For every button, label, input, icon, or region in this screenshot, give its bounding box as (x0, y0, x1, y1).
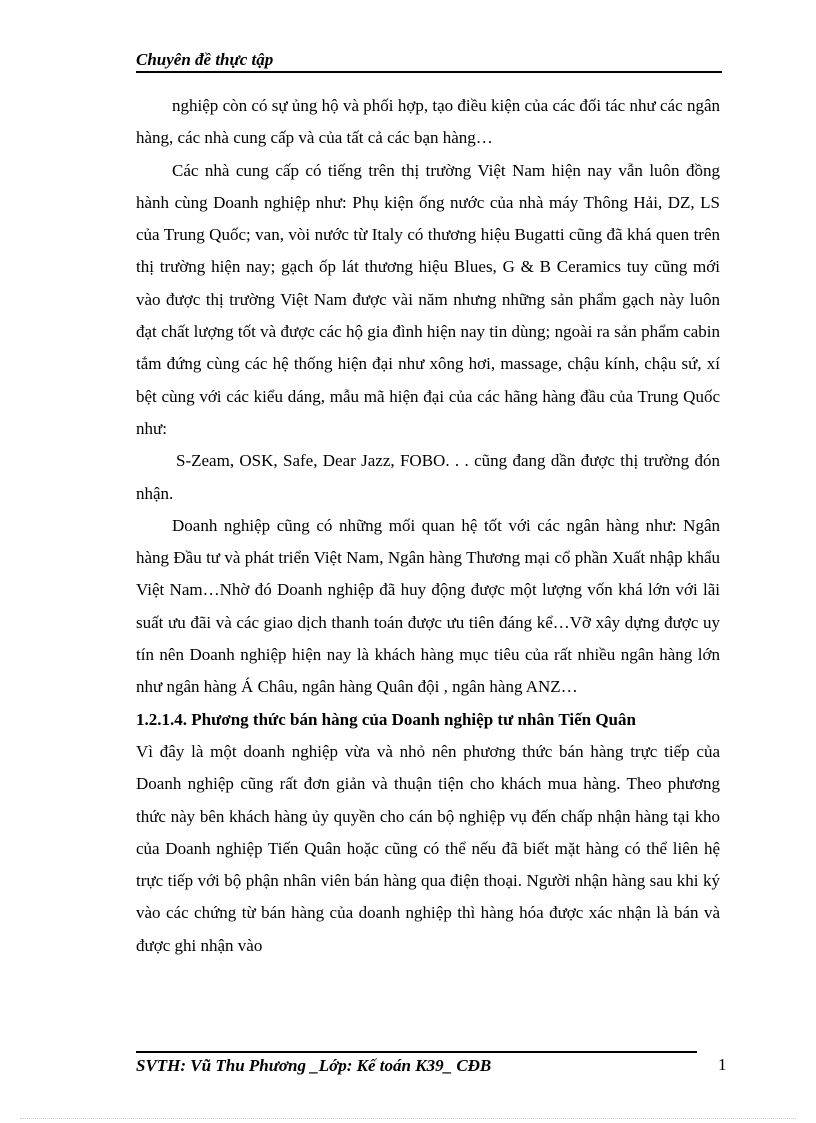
paragraph-2: Các nhà cung cấp có tiếng trên thị trường Việt Nam hiện nay vẫn luôn đồng hành cùng Doanh nghiệp như: Phụ kiện ống nước của nhà máy Thông Hải, DZ, LS của Trung Quốc; van, vòi nước từ Italy có thương hiệu Bugatti cũng đã khá quen trên thị trường hiện nay; gạch ốp lát thương hiệu Blues, G & B Ceramics tuy cũng mới vào được thị trường Việt Nam được vài năm nhưng những sản phẩm gạch này luôn đạt chất lượng tốt và được các hộ gia đình hiện nay tin dùng; ngoài ra sản phẩm cabin tắm đứng cùng các hệ thống hiện đại như xông hơi, massage, chậu kính, chậu sứ, xí bệt cùng với các kiểu dáng, mẫu mã hiện đại của các hãng hàng đầu của Trung Quốc như: (136, 160, 720, 438)
document-body (136, 90, 720, 962)
footer-divider (136, 1051, 697, 1053)
paragraph-1: nghiệp còn có sự ủng hộ và phối hợp, tạo điều kiện của các đối tác như các ngân hàng, các nhà cung cấp và của tất cả các bạn hàng… (136, 96, 720, 148)
page-bottom-dotted-border (20, 1118, 796, 1119)
section-heading: 1.2.1.4. Phương thức bán hàng của Doanh nghiệp tư nhân Tiến Quân (136, 709, 636, 729)
paragraph-3: S-Zeam, OSK, Safe, Dear Jazz, FOBO. . . cũng đang dần được thị trường đón nhận. (136, 451, 720, 503)
page-header-title: Chuyên đề thực tập (136, 50, 274, 69)
page-number: 1 (718, 1055, 727, 1074)
paragraph-4: Doanh nghiệp cũng có những mối quan hệ tốt với các ngân hàng như: Ngân hàng Đầu tư và phát triển Việt Nam, Ngân hàng Thương mại cổ phần Xuất nhập khẩu Việt Nam…Nhờ đó Doanh nghiệp đã huy động được một lượng vốn khá lớn với lãi suất ưu đãi và các giao dịch thanh toán được ưu tiên đáng kể…Vỡ xây dựng được uy tín nên Doanh nghiệp hiện nay là khách hàng mục tiêu của rất nhiều ngân hàng lớn như ngân hàng Á Châu, ngân hàng Quân đội , ngân hàng ANZ… (136, 515, 720, 697)
header-divider (136, 71, 722, 73)
footer-author-line: SVTH: Vũ Thu Phương _Lớp: Kế toán K39_ CĐB (136, 1056, 492, 1075)
section-paragraph: Vì đây là một doanh nghiệp vừa và nhỏ nên phương thức bán hàng trực tiếp của Doanh nghiệp cũng rất đơn giản và thuận tiện cho khách mua hàng. Theo phương thức này bên khách hàng ủy quyền cho cán bộ nghiệp vụ đến chấp nhận hàng tại kho của Doanh nghiệp Tiến Quân hoặc cũng có thể nếu đã biết mặt hàng có thể liên hệ trực tiếp với bộ phận nhân viên bán hàng qua điện thoại. Người nhận hàng sau khi ký vào các chứng từ bán hàng của doanh nghiệp thì hàng hóa được xác nhận là bán và được ghi nhận vào (136, 741, 720, 955)
